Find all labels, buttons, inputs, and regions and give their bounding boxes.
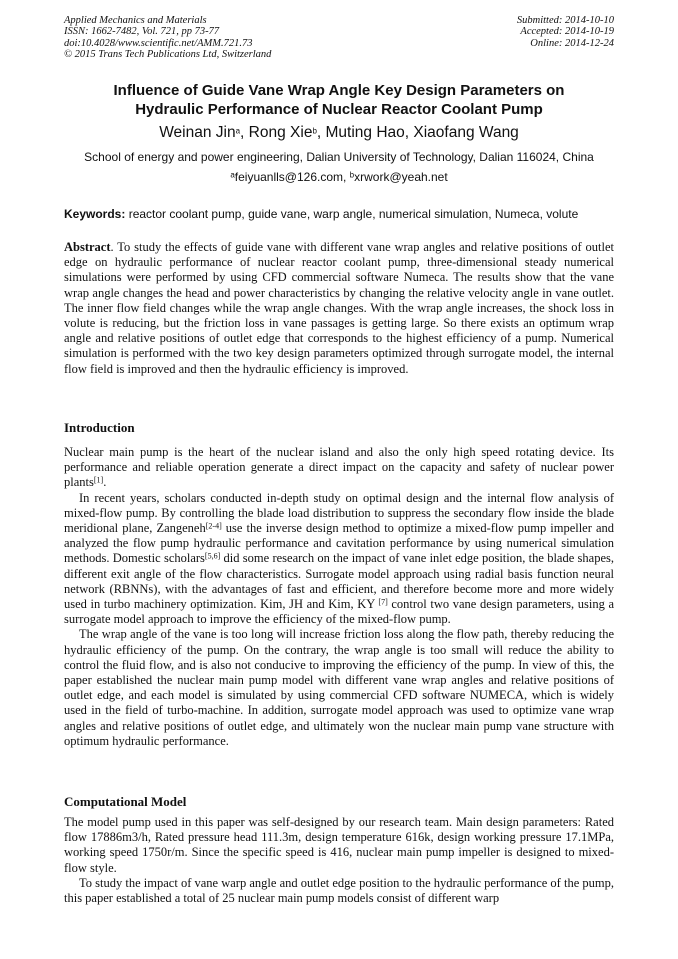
keywords-text: reactor coolant pump, guide vane, warp angle, numerical simulation, Numeca, volute <box>128 207 579 221</box>
keywords-label: Keywords: <box>64 207 126 221</box>
journal-name: Applied Mechanics and Materials <box>64 15 207 26</box>
affiliation: School of energy and power engineering, Dalian University of Technology, Dalian 116024, China <box>84 150 594 164</box>
email-mark: a <box>230 170 235 180</box>
paragraph-text: control two vane design parameters, using a surrogate model approach to improve the efficiency of the mixed-flow pump. <box>64 597 614 627</box>
abstract-label: Abstract <box>64 240 111 254</box>
journal-copyright: © 2015 Trans Tech Publications Ltd, Switzerland <box>64 49 272 61</box>
author-name: Weinan Jin <box>159 124 236 141</box>
paragraph-text: use the inverse design method to optimize a mixed-flow pump impeller and analyzed the flow pump hydraulic performance and cavitation performance by using numerical simulation methods. Domestic scholars <box>64 521 614 566</box>
title-line: Influence of Guide Vane Wrap Angle Key Design Parameters on <box>113 82 565 99</box>
submitted-date: Submitted: 2014-10-10 <box>516 15 614 26</box>
paragraph: To study the impact of vane warp angle and outlet edge position to the hydraulic performance of the pump, this paper established a total of 25 nuclear main pump models consist of different warp <box>64 875 614 906</box>
journal-doi: doi:10.4028/www.scientific.net/AMM.721.73 <box>64 37 253 49</box>
section-heading-introduction: Introduction <box>64 420 135 435</box>
citation: [7] <box>378 597 388 607</box>
paragraph-text: . <box>103 475 107 490</box>
keywords <box>64 207 624 222</box>
submission-dates <box>517 15 614 49</box>
paragraph-text: In recent years, scholars conducted in-depth study on optimal design and the internal flow analysis of mixed-flow pump. By controlling the blade load distribution to suppress the secondary flow inside the blade meridional plane, Zangeneh <box>64 490 614 536</box>
online-date: Online: 2014-12-24 <box>530 37 614 49</box>
paper-title <box>40 82 638 119</box>
abstract <box>64 240 614 377</box>
citation: [1] <box>93 475 104 485</box>
author-name: Rong Xie <box>248 124 313 141</box>
abstract-text: . To study the effects of guide vane with different vane wrap angles and relative positions of outlet edge on hydraulic performance of nuclear reactor coolant pump, three-dimensional steady numerical simulations were performed by using CFD commercial software Numeca. The results show that the vane wrap angle changes the head and power characteristics by changing the relative velocity angle in vane outlet. The inner flow field changes while the wrap angle changes. With the wrap angle increases, the shock loss in volute is reducing, but the friction loss in vane passages is getting large. So there exists an optimum wrap angle and relative positions of outlet edge that corresponds to the highest efficiency of a pump. Numerical simulation is performed with the two key design parameters optimized through surrogate model, the internal flow field is improved and then the hydraulic efficiency is improved. <box>64 240 614 376</box>
author-affil-mark: b <box>312 126 317 136</box>
accepted-date: Accepted: 2014-10-19 <box>520 26 614 38</box>
citation: [5,6] <box>204 551 221 561</box>
title-line: Hydraulic Performance of Nuclear Reactor Coolant Pump <box>135 100 543 118</box>
journal-info <box>64 15 271 61</box>
author-emails: $^a$feiyuanlls@126.com, $^b$xrwork@yeah.net <box>230 170 448 184</box>
citation: [2-4] <box>205 521 222 531</box>
paragraph: The wrap angle of the vane is too long will increase friction loss along the flow path, thereby reducing the hydraulic efficiency of the pump. On the contrary, the wrap angle is too small will reduce the ability to control the fluid flow, and is also not conducive to improving the efficiency of the pump. In view of this, the paper established the nuclear main pump model with different vane wrap angles and relative positions of outlet edge, and each model is simulated by using commercial CFD software NUMECA, which is widely used in the field of turbo-machine. In addition, surrogate model approach was used to optimize vane wrap angles and relative positions of outlet edge, and ultimately won the nuclear main pump vane structure with optimum hydraulic performance. <box>64 627 614 748</box>
email-address: xrwork@yeah.net <box>354 170 448 184</box>
introduction-section <box>64 445 614 749</box>
paragraph <box>64 445 614 491</box>
author-list: Weinan Jin$^a$, Rong Xie$^b$, Muting Hao, Xiaofang Wang <box>159 124 519 141</box>
paragraph: The model pump used in this paper was self-designed by our research team. Main design parameters: Rated flow 17886m3/h, Rated pressure head 111.3m, design temperature 616k, design working pressure 17.1MPa, working speed 1750r/m. Since the specific speed is 416, nuclear main pump impeller is designed to mixed-flow style. <box>64 815 614 875</box>
email-address: feiyuanlls@126.com <box>234 170 343 184</box>
author-affil-mark: a <box>235 126 241 136</box>
author-names: Muting Hao, Xiaofang Wang <box>325 124 519 141</box>
computational-model-section <box>64 815 614 906</box>
paragraph <box>64 491 614 628</box>
paragraph-text: Nuclear main pump is the heart of the nuclear island and also the only high speed rotating device. Its performance and reliable operation generate a direct impact on the capacity and safety of nuclear power plants <box>64 445 614 490</box>
section-heading-computational-model: Computational Model <box>64 794 187 809</box>
paragraph-text: did some research on the impact of vane inlet edge position, the blade shapes, different exit angle of the flow characteristics. Surrogate model approach using radial basis function neural network (RBNNs), with the advantages of fast and efficient, and therefore become more and more widely used in turbo machinery optimization. Kim, JH and Kim, KY <box>64 551 614 612</box>
journal-issn: ISSN: 1662-7482, Vol. 721, pp 73-77 <box>64 26 220 38</box>
email-mark: b <box>349 170 355 180</box>
